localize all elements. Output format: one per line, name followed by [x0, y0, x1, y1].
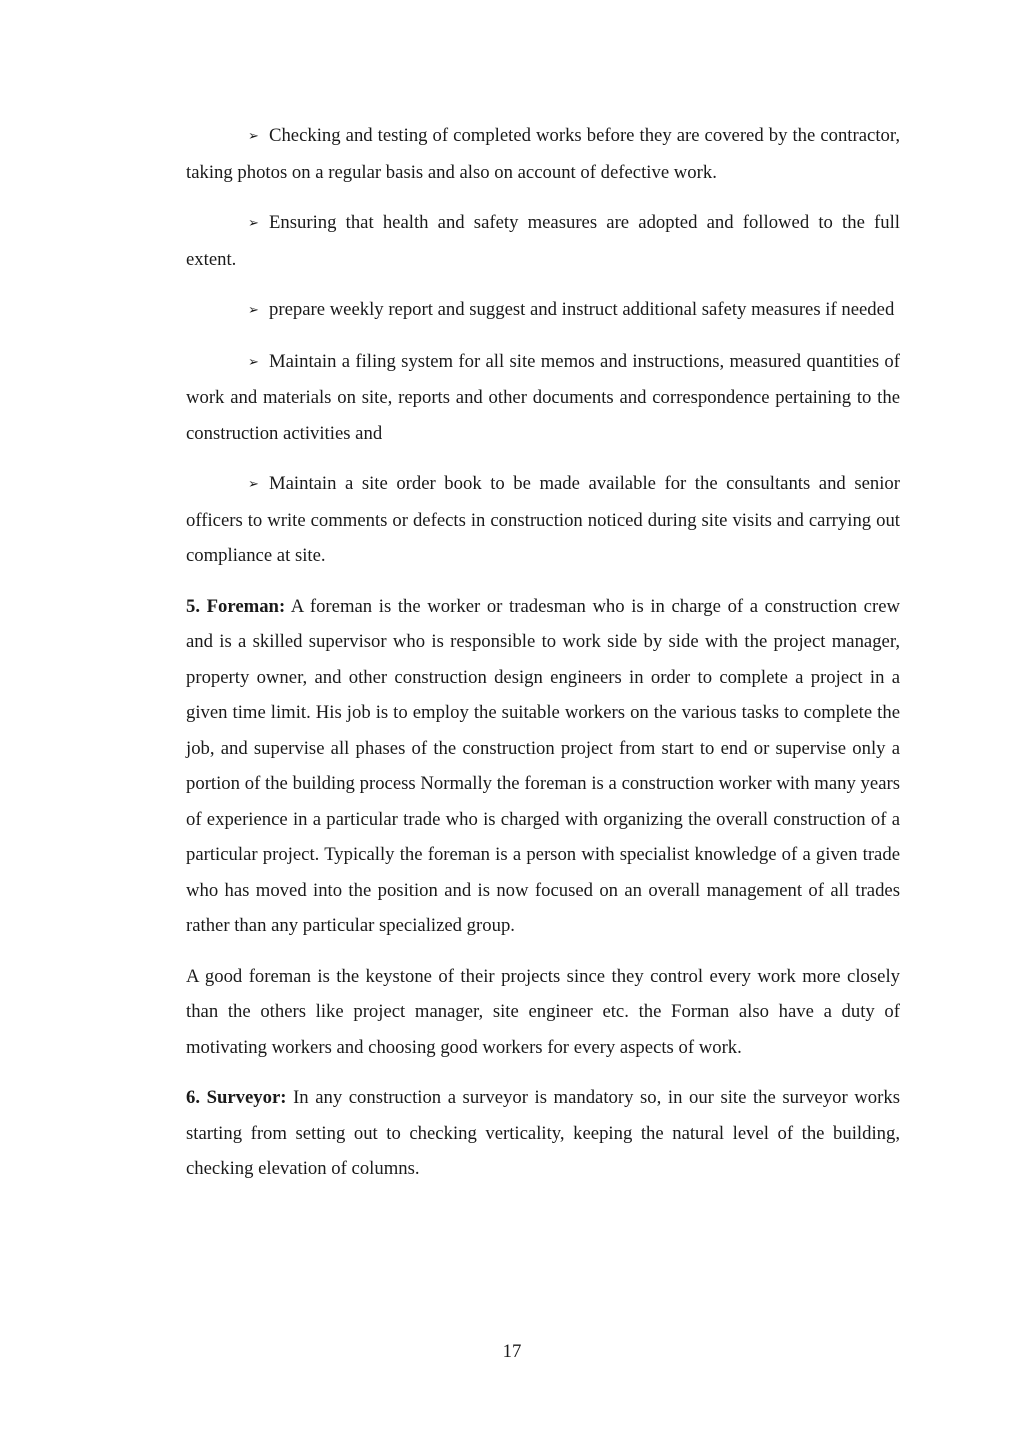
surveyor-text: In any construction a surveyor is mandatory so, in our site the surveyor works starting from setting out to checking verticality, keeping the natural level of the building, checking elevation of columns.	[186, 1087, 900, 1179]
arrow-bullet-icon: ➢	[248, 129, 259, 144]
bullet-text: Checking and testing of completed works before they are covered by the contractor, taking photos on a regular basis and also on account of defective work.	[186, 125, 900, 183]
bullet-item	[186, 118, 900, 190]
arrow-bullet-icon: ➢	[248, 303, 259, 318]
arrow-bullet-icon: ➢	[248, 354, 259, 370]
arrow-bullet-icon: ➢	[248, 216, 259, 231]
surveyor-paragraph	[186, 1080, 900, 1187]
bullet-item	[186, 344, 900, 452]
bullet-text: Ensuring that health and safety measures are adopted and followed to the full extent.	[186, 212, 900, 270]
foreman-heading: 5. Foreman:	[186, 595, 286, 617]
bullet-item	[186, 292, 900, 329]
foreman-paragraph	[186, 589, 900, 944]
good-foreman-paragraph	[186, 959, 900, 1066]
bullet-text: Maintain a filing system for all site memos and instructions, measured quantities of work and materials on site, reports and other documents and correspondence pertaining to the construction activities and	[186, 350, 900, 444]
bullet-text: prepare weekly report and suggest and instruct additional safety measures if needed	[269, 299, 895, 320]
document-body	[186, 118, 900, 1202]
bullet-text: Maintain a site order book to be made available for the consultants and senior officers to write comments or defects in construction noticed during site visits and carrying out compliance at site.	[186, 473, 900, 566]
bullet-item	[186, 205, 900, 277]
good-foreman-text: A good foreman is the keystone of their projects since they control every work more closely than the others like project manager, site engineer etc. the Forman also have a duty of motivating workers and choosing good workers for every aspects of work.	[186, 965, 900, 1058]
surveyor-heading: 6. Surveyor:	[186, 1087, 287, 1108]
page-number: 17	[502, 1341, 522, 1362]
arrow-bullet-icon: ➢	[248, 477, 259, 492]
foreman-text: A foreman is the worker or tradesman who is in charge of a construction crew and is a skilled supervisor who is responsible to work side by side with the project manager, property owner, and other construction design engineers in order to complete a project in a given time limit. His job is to employ the suitable workers on the various tasks to complete the job, and supervise all phases of the construction project from start to end or supervise only a portion of the building process Normally the foreman is a construction worker with many years of experience in a particular trade who is charged with organizing the overall construction of a particular project. Typically the foreman is a person with specialist knowledge of a given trade who has moved into the position and is now focused on an overall management of all trades rather than any particular specialized group.	[186, 595, 900, 936]
bullet-item	[186, 466, 900, 574]
